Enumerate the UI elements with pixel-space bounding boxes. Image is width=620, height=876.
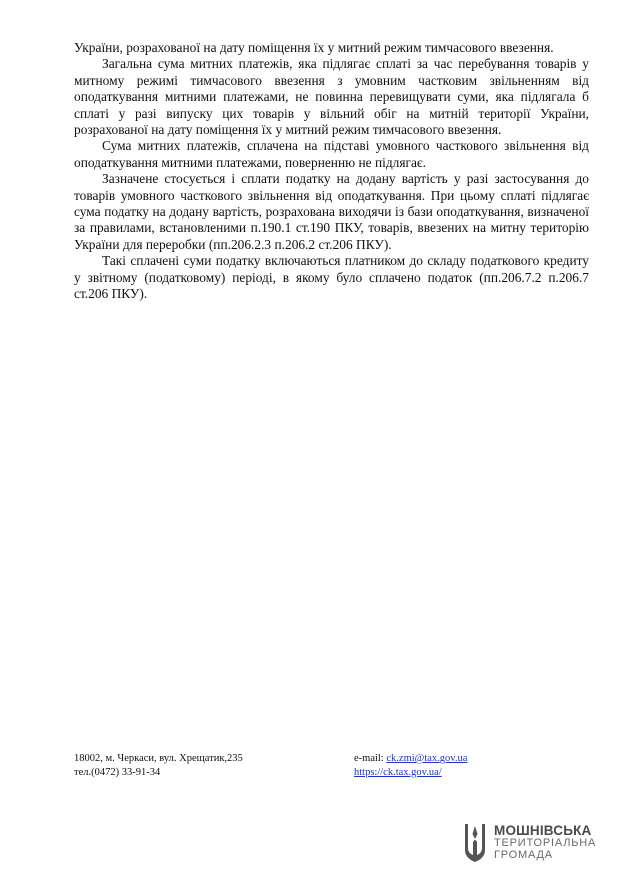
logo-wordmark xyxy=(494,825,596,861)
footer-email-link[interactable]: ck.zmi@tax.gov.ua xyxy=(386,753,468,764)
footer-website-row xyxy=(354,766,467,780)
footer-email-row xyxy=(354,752,467,766)
paragraph-continuation: України, розрахованої на дату поміщення їх у митний режим тимчасового ввезення. xyxy=(74,40,554,55)
letter-body xyxy=(74,40,589,303)
logo-line-2: ТЕРИТОРІАЛЬНА xyxy=(494,837,597,849)
footer-online xyxy=(354,752,467,780)
footer-phone: тел.(0472) 33-91-34 xyxy=(74,767,161,778)
footer-address: 18002, м. Черкаси, вул. Хрещатик,235 xyxy=(74,753,243,764)
logo-line-1: МОШНІВСЬКА xyxy=(494,823,592,838)
trident-emblem-icon xyxy=(462,822,488,864)
footer-website-link[interactable]: https://ck.tax.gov.ua/ xyxy=(354,767,442,778)
paragraph-no-refund: Сума митних платежів, сплачена на підставі умовного часткового звільнення від оподаткування митними платежами, поверненню не підлягає. xyxy=(74,138,589,170)
logo-line-3: ГРОМАДА xyxy=(494,849,553,861)
footer-email-label: e-mail: xyxy=(354,753,387,764)
footer-contacts xyxy=(74,752,243,780)
paragraph-tax-credit: Такі сплачені суми податку включаються платником до складу податкового кредиту у звітному (податковому) періоді, в якому було сплачено податок (пп.206.7.2 п.206.7 ст.206 ПКУ). xyxy=(74,253,589,302)
paragraph-total-customs-payments: Загальна сума митних платежів, яка підлягає сплаті за час перебування товарів у митному режимі тимчасового ввезення з умовним частковим звільненням від оподаткування митними платежами, не повинна перевищувати суми, яка підлягала б сплаті у разі випуску цих товарів у вільний обіг на митній території України, розрахованої на дату поміщення їх у митний режим тимчасового ввезення. xyxy=(74,56,589,138)
paragraph-vat-payment: Зазначене стосується і сплати податку на додану вартість у разі застосування до товарів умовного часткового звільнення від оподаткування. При цьому сплаті підлягає сума податку на додану вартість, розрахована виходячи із бази оподаткування, визначеної за правилами, встановленими п.190.1 ст.190 ПКУ, товарів, ввезених на митну територію України для переробки (пп.206.2.3 п.206.2 ст.206 ПКУ). xyxy=(74,171,589,252)
community-logo xyxy=(462,822,596,864)
